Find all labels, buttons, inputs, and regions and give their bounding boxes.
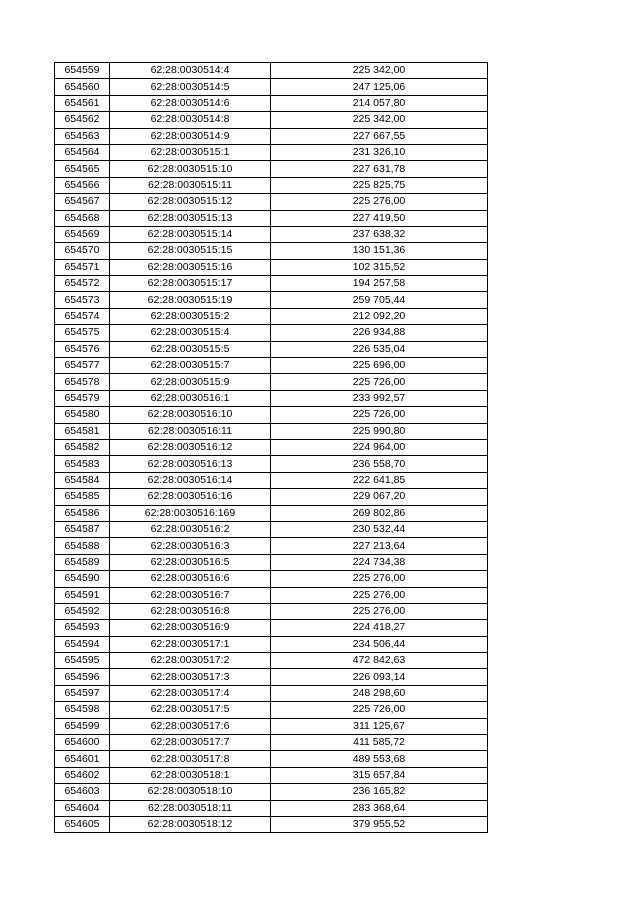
table-row bbox=[55, 308, 488, 324]
cadastral-number-cell: 62:28:0030517:3 bbox=[110, 669, 271, 685]
cadastral-value-cell: 379 955,52 bbox=[271, 816, 488, 832]
cadastral-value-cell: 225 276,00 bbox=[271, 194, 488, 210]
cadastral-value-cell: 236 558,70 bbox=[271, 456, 488, 472]
cadastral-value-cell: 259 705,44 bbox=[271, 292, 488, 308]
row-number-cell: 654592 bbox=[55, 603, 110, 619]
table-row bbox=[55, 243, 488, 259]
cadastral-value-cell: 225 342,00 bbox=[271, 63, 488, 79]
table-row bbox=[55, 554, 488, 570]
row-number-cell: 654598 bbox=[55, 702, 110, 718]
row-number-cell: 654586 bbox=[55, 505, 110, 521]
row-number-cell: 654583 bbox=[55, 456, 110, 472]
table-row bbox=[55, 63, 488, 79]
cadastral-number-cell: 62:28:0030514:8 bbox=[110, 112, 271, 128]
cadastral-number-cell: 62:28:0030516:8 bbox=[110, 603, 271, 619]
cadastral-value-cell: 226 093,14 bbox=[271, 669, 488, 685]
cadastral-value-cell: 227 213,64 bbox=[271, 538, 488, 554]
row-number-cell: 654574 bbox=[55, 308, 110, 324]
table-row bbox=[55, 571, 488, 587]
cadastral-number-cell: 62:28:0030516:10 bbox=[110, 407, 271, 423]
row-number-cell: 654561 bbox=[55, 95, 110, 111]
row-number-cell: 654577 bbox=[55, 358, 110, 374]
table-row bbox=[55, 603, 488, 619]
row-number-cell: 654600 bbox=[55, 735, 110, 751]
row-number-cell: 654569 bbox=[55, 226, 110, 242]
cadastral-value-cell: 212 092,20 bbox=[271, 308, 488, 324]
row-number-cell: 654581 bbox=[55, 423, 110, 439]
cadastral-value-cell: 102 315,52 bbox=[271, 259, 488, 275]
cadastral-number-cell: 62:28:0030515:13 bbox=[110, 210, 271, 226]
row-number-cell: 654601 bbox=[55, 751, 110, 767]
cadastral-number-cell: 62:28:0030516:2 bbox=[110, 521, 271, 537]
cadastral-value-cell: 225 276,00 bbox=[271, 603, 488, 619]
row-number-cell: 654597 bbox=[55, 685, 110, 701]
row-number-cell: 654559 bbox=[55, 63, 110, 79]
table-row bbox=[55, 669, 488, 685]
row-number-cell: 654573 bbox=[55, 292, 110, 308]
row-number-cell: 654567 bbox=[55, 194, 110, 210]
row-number-cell: 654579 bbox=[55, 390, 110, 406]
cadastral-value-cell: 225 825,75 bbox=[271, 177, 488, 193]
row-number-cell: 654602 bbox=[55, 767, 110, 783]
cadastral-value-cell: 236 165,82 bbox=[271, 784, 488, 800]
cadastral-number-cell: 62:28:0030515:19 bbox=[110, 292, 271, 308]
cadastral-value-cell: 214 057,80 bbox=[271, 95, 488, 111]
cadastral-value-cell: 283 368,64 bbox=[271, 800, 488, 816]
cadastral-value-cell: 233 992,57 bbox=[271, 390, 488, 406]
cadastral-value-cell: 472 842,63 bbox=[271, 653, 488, 669]
cadastral-number-cell: 62:28:0030516:9 bbox=[110, 620, 271, 636]
table-row bbox=[55, 456, 488, 472]
cadastral-value-cell: 229 067,20 bbox=[271, 489, 488, 505]
table-row bbox=[55, 521, 488, 537]
cadastral-number-cell: 62:28:0030516:6 bbox=[110, 571, 271, 587]
cadastral-number-cell: 62:28:0030516:7 bbox=[110, 587, 271, 603]
row-number-cell: 654584 bbox=[55, 472, 110, 488]
table-row bbox=[55, 292, 488, 308]
row-number-cell: 654560 bbox=[55, 79, 110, 95]
cadastral-number-cell: 62:28:0030517:1 bbox=[110, 636, 271, 652]
table-row bbox=[55, 636, 488, 652]
cadastral-value-cell: 225 990,80 bbox=[271, 423, 488, 439]
cadastral-number-cell: 62:28:0030516:3 bbox=[110, 538, 271, 554]
table-row bbox=[55, 800, 488, 816]
table-row bbox=[55, 620, 488, 636]
cadastral-value-cell: 248 298,60 bbox=[271, 685, 488, 701]
table-row bbox=[55, 144, 488, 160]
cadastral-value-cell: 269 802,86 bbox=[271, 505, 488, 521]
row-number-cell: 654580 bbox=[55, 407, 110, 423]
cadastral-number-cell: 62:28:0030517:6 bbox=[110, 718, 271, 734]
row-number-cell: 654599 bbox=[55, 718, 110, 734]
cadastral-value-cell: 194 257,58 bbox=[271, 276, 488, 292]
cadastral-number-cell: 62:28:0030515:5 bbox=[110, 341, 271, 357]
table-row bbox=[55, 685, 488, 701]
cadastral-number-cell: 62:28:0030515:2 bbox=[110, 308, 271, 324]
cadastral-value-cell: 489 553,68 bbox=[271, 751, 488, 767]
row-number-cell: 654596 bbox=[55, 669, 110, 685]
row-number-cell: 654568 bbox=[55, 210, 110, 226]
table-row bbox=[55, 112, 488, 128]
table-row bbox=[55, 177, 488, 193]
cadastral-value-cell: 225 726,00 bbox=[271, 407, 488, 423]
row-number-cell: 654564 bbox=[55, 144, 110, 160]
row-number-cell: 654593 bbox=[55, 620, 110, 636]
cadastral-value-cell: 222 641,85 bbox=[271, 472, 488, 488]
table-row bbox=[55, 489, 488, 505]
cadastral-value-cell: 311 125,67 bbox=[271, 718, 488, 734]
cadastral-number-cell: 62:28:0030517:7 bbox=[110, 735, 271, 751]
table-row bbox=[55, 374, 488, 390]
table-row bbox=[55, 341, 488, 357]
table-row bbox=[55, 767, 488, 783]
table-row bbox=[55, 472, 488, 488]
cadastral-value-cell: 230 532,44 bbox=[271, 521, 488, 537]
table-row bbox=[55, 423, 488, 439]
table-row bbox=[55, 128, 488, 144]
table-row bbox=[55, 784, 488, 800]
row-number-cell: 654590 bbox=[55, 571, 110, 587]
cadastral-number-cell: 62:28:0030517:8 bbox=[110, 751, 271, 767]
cadastral-number-cell: 62:28:0030515:7 bbox=[110, 358, 271, 374]
row-number-cell: 654587 bbox=[55, 521, 110, 537]
table-row bbox=[55, 276, 488, 292]
cadastral-value-cell: 237 638,32 bbox=[271, 226, 488, 242]
table-row bbox=[55, 735, 488, 751]
table-row bbox=[55, 95, 488, 111]
table-row bbox=[55, 816, 488, 832]
table-row bbox=[55, 718, 488, 734]
cadastral-value-cell: 227 419,50 bbox=[271, 210, 488, 226]
cadastral-number-cell: 62:28:0030515:11 bbox=[110, 177, 271, 193]
table-body bbox=[55, 63, 488, 833]
cadastral-number-cell: 62:28:0030515:16 bbox=[110, 259, 271, 275]
row-number-cell: 654604 bbox=[55, 800, 110, 816]
cadastral-value-cell: 224 734,38 bbox=[271, 554, 488, 570]
cadastral-number-cell: 62:28:0030517:2 bbox=[110, 653, 271, 669]
cadastral-value-table bbox=[54, 62, 488, 833]
cadastral-value-cell: 247 125,06 bbox=[271, 79, 488, 95]
cadastral-value-cell: 226 934,88 bbox=[271, 325, 488, 341]
table-row bbox=[55, 325, 488, 341]
table-row bbox=[55, 226, 488, 242]
cadastral-number-cell: 62:28:0030515:17 bbox=[110, 276, 271, 292]
cadastral-number-cell: 62:28:0030516:13 bbox=[110, 456, 271, 472]
table-row bbox=[55, 702, 488, 718]
cadastral-value-cell: 231 326,10 bbox=[271, 144, 488, 160]
row-number-cell: 654576 bbox=[55, 341, 110, 357]
table-row bbox=[55, 358, 488, 374]
cadastral-number-cell: 62:28:0030518:12 bbox=[110, 816, 271, 832]
cadastral-value-cell: 227 631,78 bbox=[271, 161, 488, 177]
cadastral-number-cell: 62:28:0030515:1 bbox=[110, 144, 271, 160]
table-row bbox=[55, 439, 488, 455]
table-row bbox=[55, 505, 488, 521]
cadastral-number-cell: 62:28:0030514:4 bbox=[110, 63, 271, 79]
cadastral-number-cell: 62:28:0030516:11 bbox=[110, 423, 271, 439]
cadastral-number-cell: 62:28:0030515:9 bbox=[110, 374, 271, 390]
row-number-cell: 654589 bbox=[55, 554, 110, 570]
row-number-cell: 654595 bbox=[55, 653, 110, 669]
row-number-cell: 654578 bbox=[55, 374, 110, 390]
row-number-cell: 654562 bbox=[55, 112, 110, 128]
row-number-cell: 654582 bbox=[55, 439, 110, 455]
cadastral-value-cell: 225 276,00 bbox=[271, 587, 488, 603]
cadastral-number-cell: 62:28:0030516:5 bbox=[110, 554, 271, 570]
row-number-cell: 654603 bbox=[55, 784, 110, 800]
cadastral-number-cell: 62:28:0030514:5 bbox=[110, 79, 271, 95]
row-number-cell: 654591 bbox=[55, 587, 110, 603]
cadastral-value-cell: 225 342,00 bbox=[271, 112, 488, 128]
table-row bbox=[55, 259, 488, 275]
cadastral-number-cell: 62:28:0030515:4 bbox=[110, 325, 271, 341]
row-number-cell: 654563 bbox=[55, 128, 110, 144]
cadastral-value-cell: 225 276,00 bbox=[271, 571, 488, 587]
row-number-cell: 654605 bbox=[55, 816, 110, 832]
cadastral-number-cell: 62:28:0030514:9 bbox=[110, 128, 271, 144]
cadastral-number-cell: 62:28:0030518:1 bbox=[110, 767, 271, 783]
cadastral-number-cell: 62:28:0030514:6 bbox=[110, 95, 271, 111]
cadastral-value-cell: 411 585,72 bbox=[271, 735, 488, 751]
cadastral-number-cell: 62:28:0030517:4 bbox=[110, 685, 271, 701]
cadastral-value-cell: 224 418,27 bbox=[271, 620, 488, 636]
cadastral-number-cell: 62:28:0030516:12 bbox=[110, 439, 271, 455]
cadastral-value-cell: 315 657,84 bbox=[271, 767, 488, 783]
row-number-cell: 654570 bbox=[55, 243, 110, 259]
cadastral-value-cell: 225 726,00 bbox=[271, 374, 488, 390]
cadastral-value-cell: 225 726,00 bbox=[271, 702, 488, 718]
cadastral-value-cell: 234 506,44 bbox=[271, 636, 488, 652]
table-row bbox=[55, 194, 488, 210]
row-number-cell: 654588 bbox=[55, 538, 110, 554]
cadastral-number-cell: 62:28:0030515:10 bbox=[110, 161, 271, 177]
row-number-cell: 654575 bbox=[55, 325, 110, 341]
table-row bbox=[55, 407, 488, 423]
cadastral-number-cell: 62:28:0030515:15 bbox=[110, 243, 271, 259]
cadastral-number-cell: 62:28:0030516:1 bbox=[110, 390, 271, 406]
cadastral-number-cell: 62:28:0030516:169 bbox=[110, 505, 271, 521]
cadastral-value-cell: 227 667,55 bbox=[271, 128, 488, 144]
cadastral-number-cell: 62:28:0030518:10 bbox=[110, 784, 271, 800]
row-number-cell: 654594 bbox=[55, 636, 110, 652]
table-row bbox=[55, 390, 488, 406]
row-number-cell: 654566 bbox=[55, 177, 110, 193]
table-row bbox=[55, 79, 488, 95]
cadastral-number-cell: 62:28:0030515:12 bbox=[110, 194, 271, 210]
row-number-cell: 654571 bbox=[55, 259, 110, 275]
table-row bbox=[55, 653, 488, 669]
table-row bbox=[55, 751, 488, 767]
table-row bbox=[55, 161, 488, 177]
table-row bbox=[55, 587, 488, 603]
cadastral-number-cell: 62:28:0030518:11 bbox=[110, 800, 271, 816]
cadastral-value-cell: 224 964,00 bbox=[271, 439, 488, 455]
table-row bbox=[55, 538, 488, 554]
cadastral-value-cell: 225 696,00 bbox=[271, 358, 488, 374]
cadastral-value-cell: 226 535,04 bbox=[271, 341, 488, 357]
cadastral-value-cell: 130 151,36 bbox=[271, 243, 488, 259]
cadastral-number-cell: 62:28:0030517:5 bbox=[110, 702, 271, 718]
cadastral-number-cell: 62:28:0030515:14 bbox=[110, 226, 271, 242]
cadastral-number-cell: 62:28:0030516:16 bbox=[110, 489, 271, 505]
cadastral-number-cell: 62:28:0030516:14 bbox=[110, 472, 271, 488]
row-number-cell: 654585 bbox=[55, 489, 110, 505]
row-number-cell: 654572 bbox=[55, 276, 110, 292]
table-row bbox=[55, 210, 488, 226]
row-number-cell: 654565 bbox=[55, 161, 110, 177]
